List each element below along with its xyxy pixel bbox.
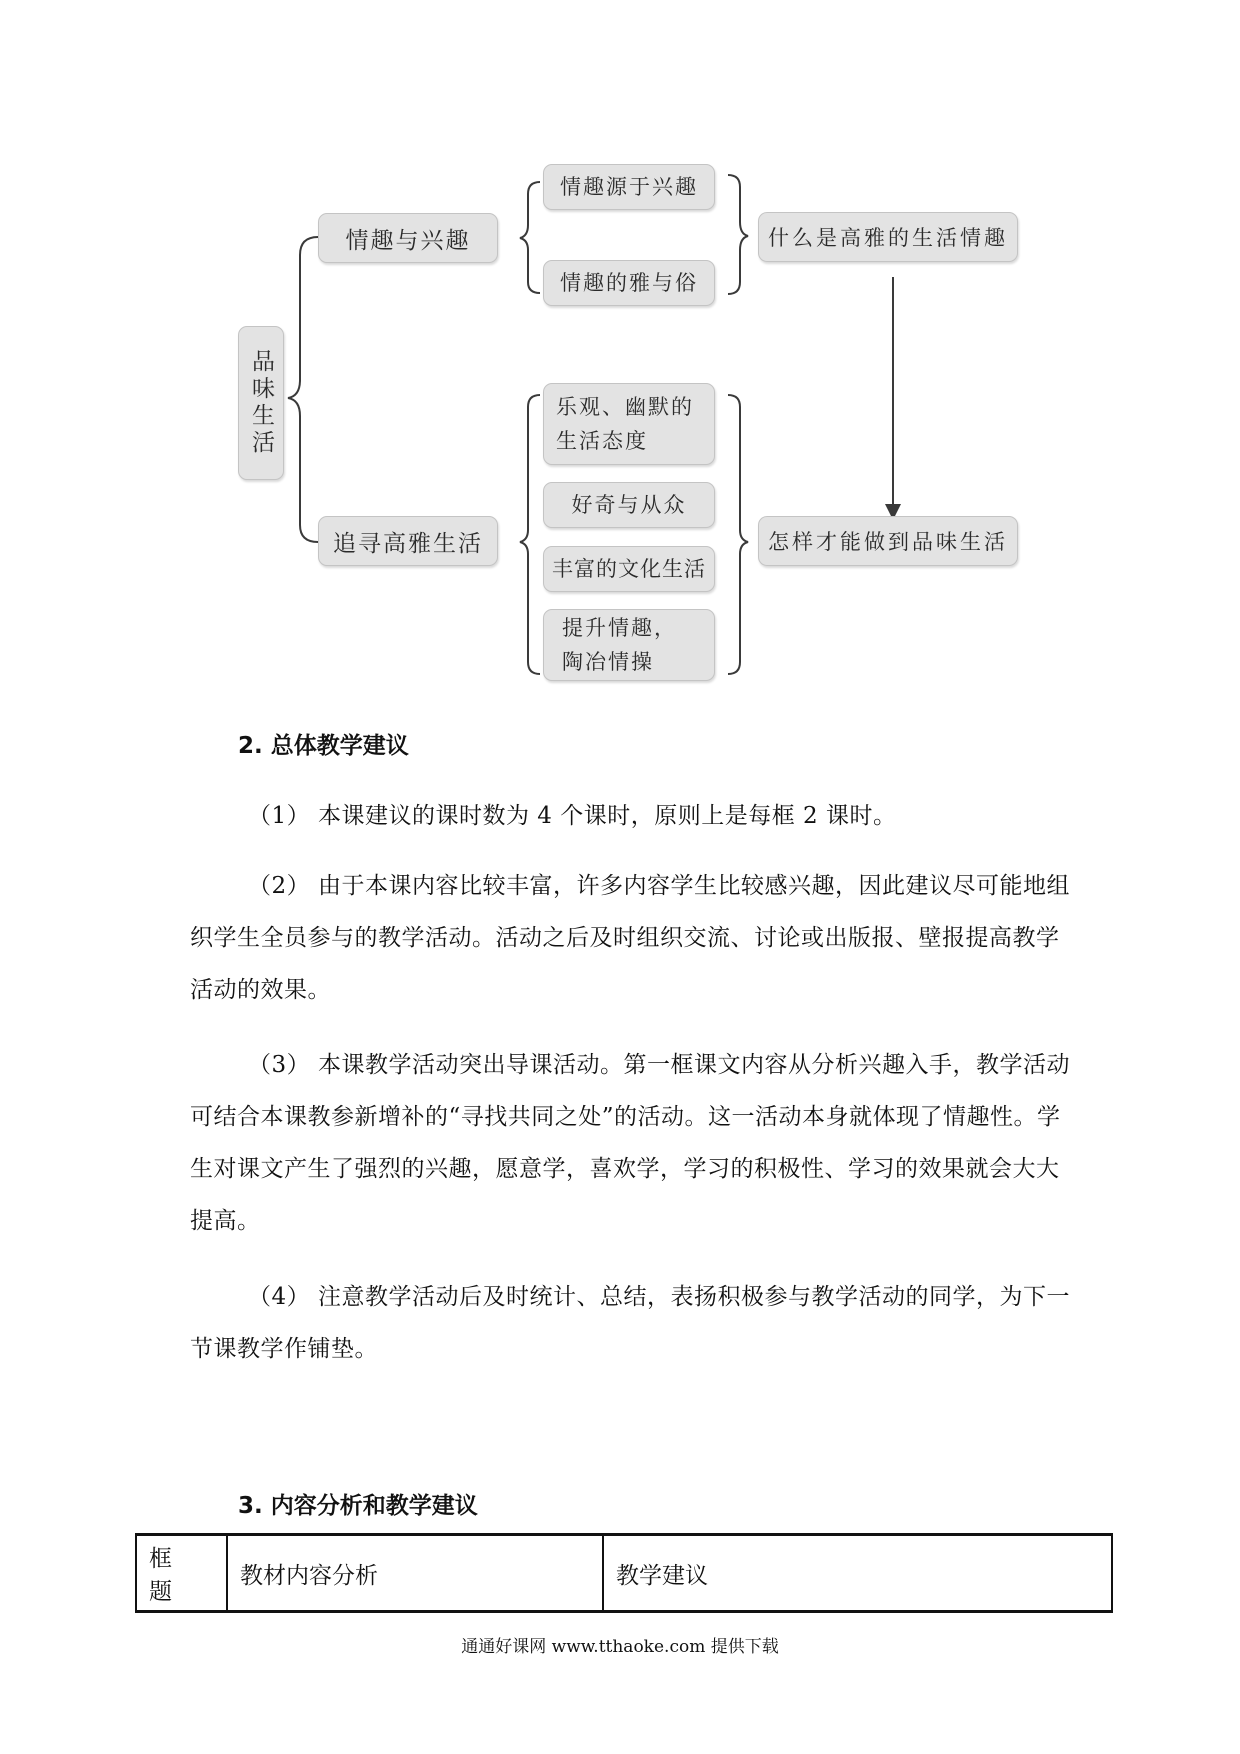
question-node-what: 什么是高雅的生活情趣: [758, 212, 1018, 262]
table-header-cell: 教学建议: [603, 1535, 1112, 1612]
footer-text: 通通好课网 www.tthaoke.com 提供下载: [461, 1637, 779, 1657]
leaf-node: 丰富的文化生活: [543, 546, 715, 592]
paragraph: [190, 1271, 1070, 1375]
branch-node-interest: 情趣与兴趣: [318, 213, 498, 263]
branch-node-elegant-life: 追寻高雅生活: [318, 516, 498, 566]
table-header-cell: 框 题: [136, 1535, 227, 1612]
mind-map: [0, 0, 1240, 700]
leaf-node: 提升情趣，陶冶情操: [543, 609, 715, 681]
paragraph-text: （1） 本课建议的课时数为 4 个课时，原则上是每框 2 课时。: [248, 803, 897, 829]
paragraph-text: （4） 注意教学活动后及时统计、总结，表扬积极参与教学活动的同学，为下一节课教学作铺垫。: [190, 1284, 1070, 1362]
paragraph-text: （3） 本课教学活动突出导课活动。第一框课文内容从分析兴趣入手，教学活动可结合本课教参新增补的“寻找共同之处”的活动。这一活动本身就体现了情趣性。学生对课文产生了强烈的兴趣，愿意学，喜欢学，学习的积极性、学习的效果就会大大提高。: [190, 1052, 1070, 1234]
content-analysis-table: [135, 1533, 1113, 1613]
leaf-node: 情趣源于兴趣: [543, 164, 715, 210]
question-node-how: 怎样才能做到品味生活: [758, 516, 1018, 566]
paragraph: [190, 1039, 1070, 1247]
mind-map-connectors: [0, 0, 1240, 700]
leaf-node: 乐观、幽默的生活态度: [543, 383, 715, 465]
paragraph-text: （2） 由于本课内容比较丰富，许多内容学生比较感兴趣，因此建议尽可能地组织学生全员参与的教学活动。活动之后及时组织交流、讨论或出版报、壁报提高教学活动的效果。: [190, 873, 1070, 1003]
paragraph: [190, 860, 1070, 1016]
paragraph: [190, 790, 1070, 842]
table-header-row: [136, 1535, 1112, 1612]
leaf-node: 好奇与从众: [543, 482, 715, 528]
leaf-node: 情趣的雅与俗: [543, 260, 715, 306]
table-header-cell: 教材内容分析: [227, 1535, 603, 1612]
section-heading: 3. 内容分析和教学建议: [238, 1493, 478, 1519]
root-node: 品味生活: [238, 326, 284, 480]
section-heading: 2. 总体教学建议: [238, 733, 409, 759]
